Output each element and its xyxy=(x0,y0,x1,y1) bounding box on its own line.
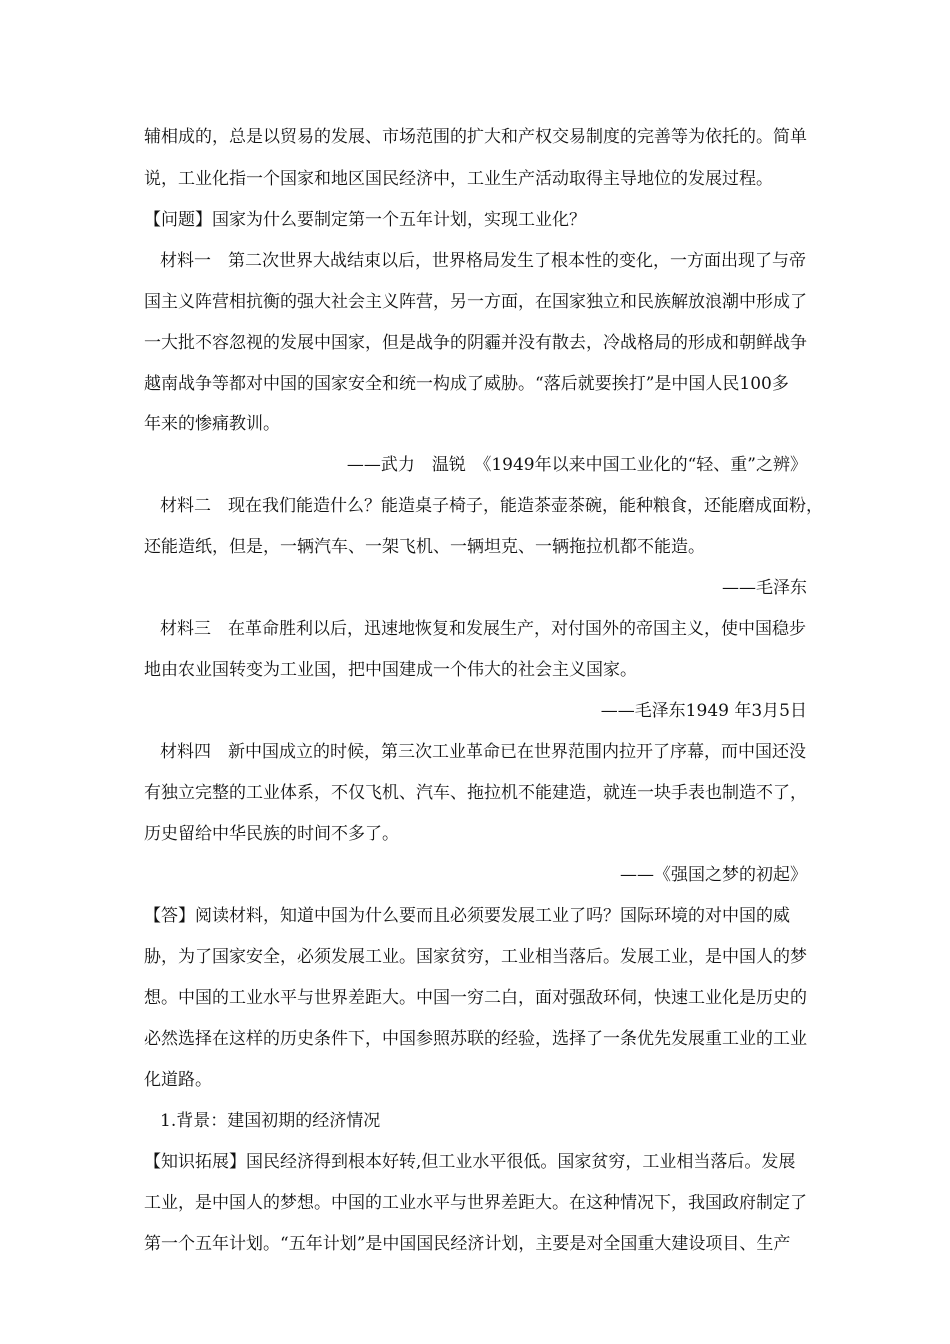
paragraph-line: 工业，是中国人的梦想。中国的工业水平与世界差距大。在这种情况下，我国政府制定了 xyxy=(144,1193,807,1213)
citation: ——毛泽东1949 年3月5日 xyxy=(600,701,807,721)
paragraph-line: 化道路。 xyxy=(144,1070,212,1090)
paragraph-line: 想。中国的工业水平与世界差距大。中国一穷二白，面对强敌环伺，快速工业化是历史的 xyxy=(144,988,807,1008)
paragraph-line: 辅相成的，总是以贸易的发展、市场范围的扩大和产权交易制度的完善等为依托的。简单 xyxy=(144,127,807,147)
paragraph-line: 地由农业国转变为工业国，把中国建成一个伟大的社会主义国家。 xyxy=(144,660,637,680)
material-four: 材料四 新中国成立的时候，第三次工业革命已在世界范围内拉开了序幕，而中国还没 xyxy=(160,742,806,762)
question-heading: 【问题】国家为什么要制定第一个五年计划，实现工业化？ xyxy=(144,210,586,230)
paragraph-line: 有独立完整的工业体系，不仅飞机、汽车、拖拉机不能建造，就连一块手表也制造不了， xyxy=(144,783,807,803)
paragraph-line: 历史留给中华民族的时间不多了。 xyxy=(144,824,399,844)
paragraph-line: 越南战争等都对中国的国家安全和统一构成了威胁。“落后就要挨打”是中国人民100多 xyxy=(144,374,789,394)
paragraph-line: 国主义阵营相抗衡的强大社会主义阵营，另一方面，在国家独立和民族解放浪潮中形成了 xyxy=(144,292,807,312)
material-one: 材料一 第二次世界大战结束以后，世界格局发生了根本性的变化，一方面出现了与帝 xyxy=(160,251,806,271)
citation: ——毛泽东 xyxy=(722,578,807,598)
paragraph-line: 一大批不容忽视的发展中国家，但是战争的阴霾并没有散去，冷战格局的形成和朝鲜战争 xyxy=(144,333,807,353)
section-heading: 1.背景：建国初期的经济情况 xyxy=(160,1111,381,1131)
paragraph-line: 第一个五年计划。“五年计划”是中国国民经济计划，主要是对全国重大建设项目、生产 xyxy=(144,1234,791,1254)
paragraph-line: 说，工业化指一个国家和地区国民经济中，工业生产活动取得主导地位的发展过程。 xyxy=(144,169,773,189)
knowledge-extension: 【知识拓展】国民经济得到根本好转,但工业水平很低。国家贫穷，工业相当落后。发展 xyxy=(144,1152,796,1172)
paragraph-line: 还能造纸，但是，一辆汽车、一架飞机、一辆坦克、一辆拖拉机都不能造。 xyxy=(144,537,705,557)
paragraph-line: 必然选择在这样的历史条件下，中国参照苏联的经验，选择了一条优先发展重工业的工业 xyxy=(144,1029,807,1049)
answer-heading: 【答】阅读材料，知道中国为什么要而且必须要发展工业了吗？国际环境的对中国的威 xyxy=(144,906,790,926)
material-two: 材料二 现在我们能造什么？能造桌子椅子，能造茶壶茶碗，能种粮食，还能磨成面粉， xyxy=(160,496,823,516)
paragraph-line: 胁，为了国家安全，必须发展工业。国家贫穷，工业相当落后。发展工业，是中国人的梦 xyxy=(144,947,807,967)
citation: ——武力 温锐 《1949年以来中国工业化的“轻、重”之辨》 xyxy=(346,455,807,475)
citation: ——《强国之梦的初起》 xyxy=(620,865,807,885)
paragraph-line: 年来的惨痛教训。 xyxy=(144,414,280,434)
material-three: 材料三 在革命胜利以后，迅速地恢复和发展生产，对付国外的帝国主义，使中国稳步 xyxy=(160,619,806,639)
